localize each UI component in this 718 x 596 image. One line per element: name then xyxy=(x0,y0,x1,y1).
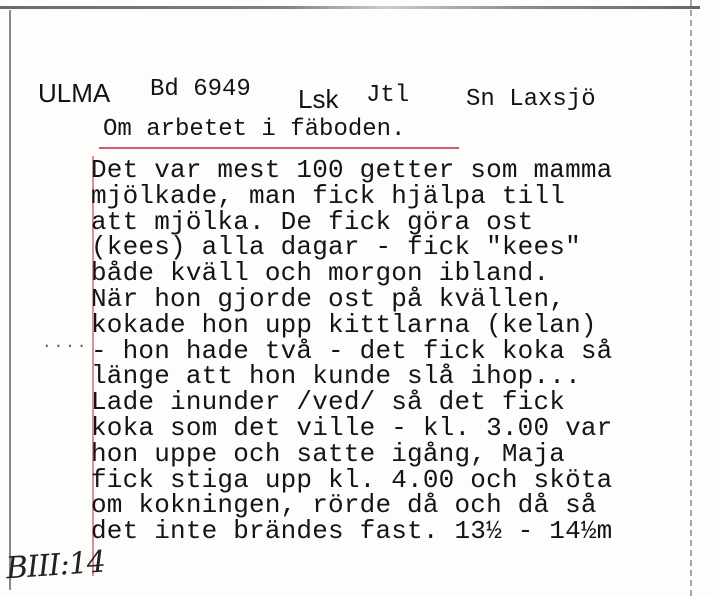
body-line: koka som det ville - kl. 3.00 var xyxy=(91,412,613,443)
body-line: det inte brändes fast. 13½ - 14½m xyxy=(91,516,613,547)
card-title: Om arbetet i fäboden. xyxy=(103,116,406,143)
body-line: mjölkade, man fick hjälpa till xyxy=(91,180,566,211)
body-line: Lade inunder /ved/ så det fick xyxy=(91,387,566,418)
body-line: att mjölka. De fick göra ost xyxy=(91,206,534,237)
province-code: Lsk xyxy=(298,84,339,114)
body-line: om kokningen, rörde då och då så xyxy=(91,490,597,521)
card-right-dashed-edge xyxy=(690,0,692,596)
body-line: kokade hon upp kittlarna (kelan) xyxy=(91,309,597,340)
parish-name: Sn Laxsjö xyxy=(466,86,596,113)
body-text xyxy=(91,155,671,547)
handwritten-shelfmark: BIII:14 xyxy=(4,544,106,587)
body-line: Det var mest 100 getter som mamma xyxy=(91,155,613,185)
region-code: Jtl xyxy=(366,82,410,109)
card-left-edge xyxy=(9,10,11,590)
body-line: länge att hon kunde slå ihop... xyxy=(91,361,581,392)
body-line: När hon gjorde ost på kvällen, xyxy=(91,283,566,314)
archive-code: ULMA xyxy=(38,78,111,108)
record-number: Bd 6949 xyxy=(150,76,251,103)
body-line: - hon hade två - det fick koka så xyxy=(91,335,613,366)
body-line: fick stiga upp kl. 4.00 och sköta xyxy=(91,464,613,495)
card-top-edge xyxy=(0,6,700,9)
title-underline xyxy=(99,147,459,149)
body-line: (kees) alla dagar - fick "kees" xyxy=(91,232,581,263)
body-line: både kväll och morgon ibland. xyxy=(91,258,550,289)
margin-ellipsis: .... xyxy=(42,334,89,352)
body-line: hon uppe och satte igång, Maja xyxy=(91,438,566,469)
